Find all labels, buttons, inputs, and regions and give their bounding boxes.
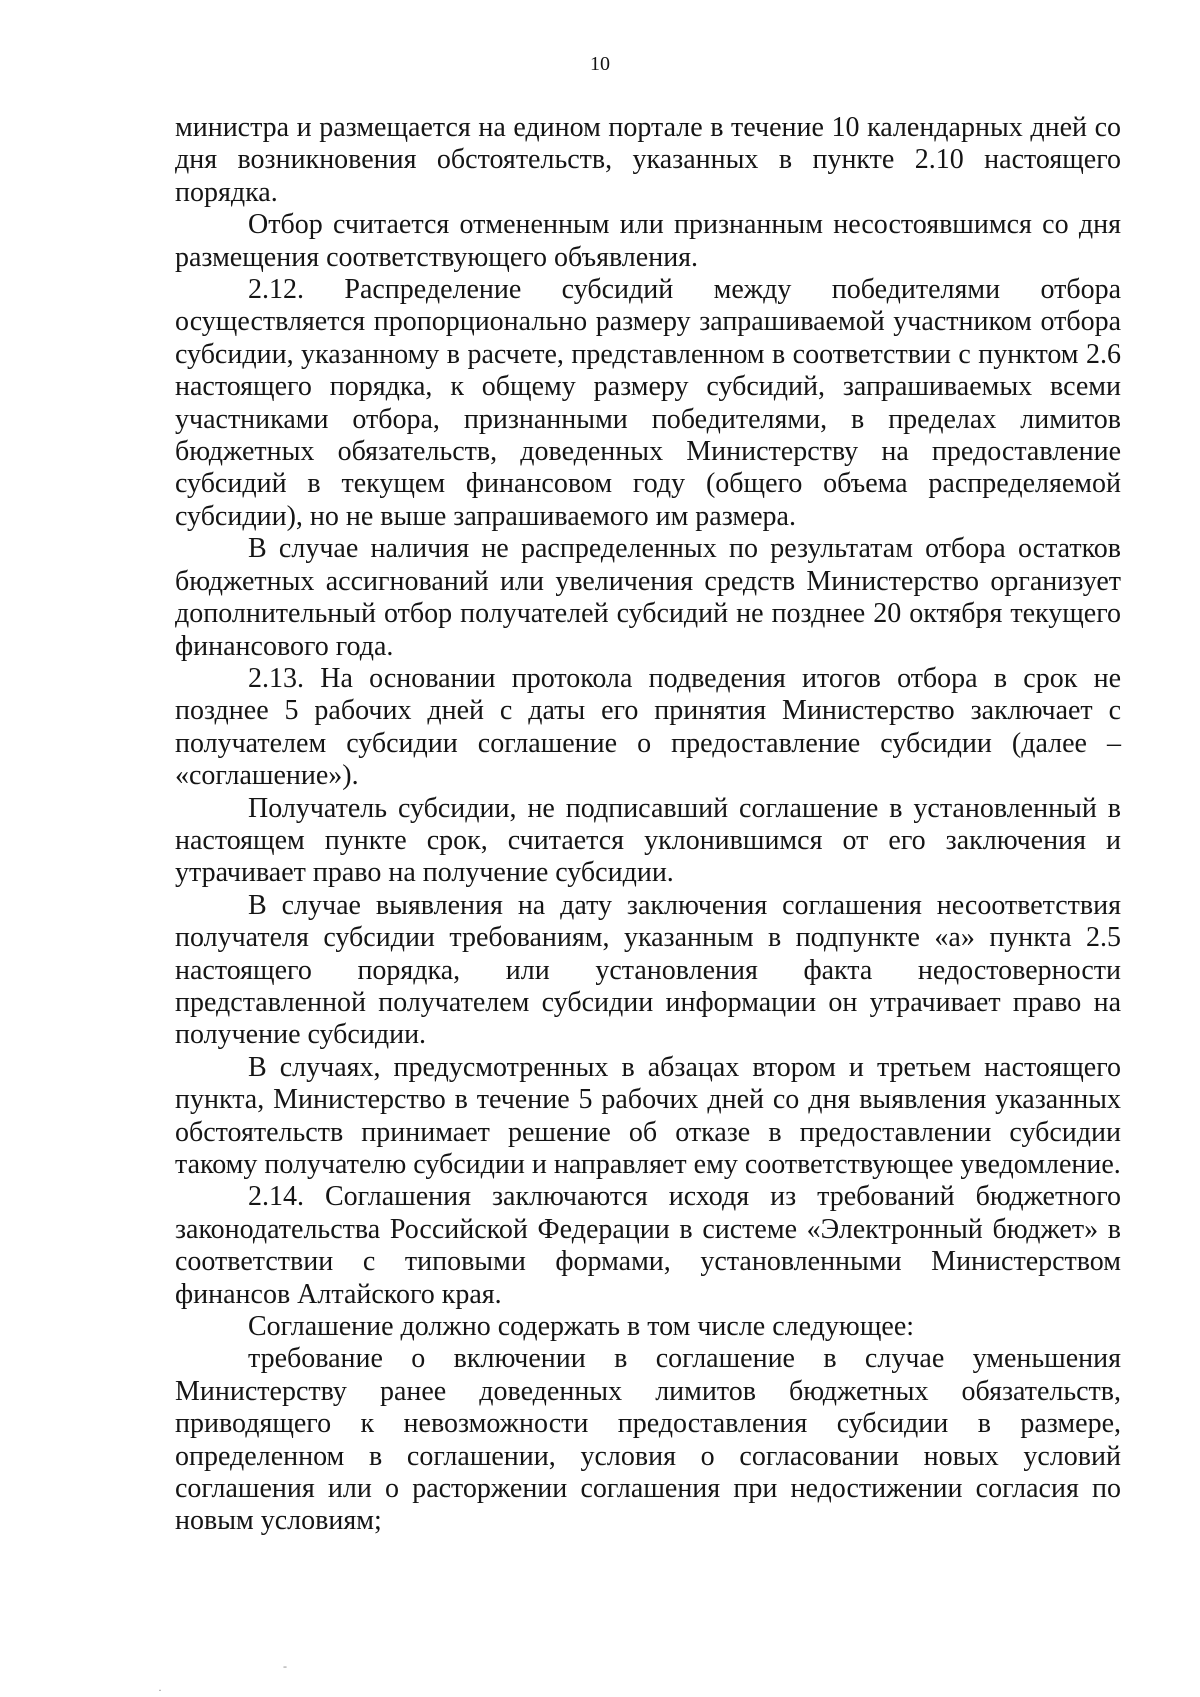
paragraph-limits-requirement: требование о включении в соглашение в случае уменьшения Министерству ранее доведенных лимитов бюджетных обязательств, приводящего к невозможности предоставления субсидии в размере, определенном в соглашении, условия о согласовании новых условий соглашения или о расторжении соглашения при недостижении согласия по новым условиям; [175, 1343, 1121, 1537]
paragraph-2-13: 2.13. На основании протокола подведения итогов отбора в срок не позднее 5 рабочих дней с даты его принятия Министерство заключает с получателем субсидии соглашение о предоставление субсидии (далее – «соглашение»). [175, 662, 1121, 792]
paragraph-agreement-contents: Соглашение должно содержать в том числе следующее: [248, 1311, 915, 1343]
paragraph-continuation: министра и размещается на едином портале в течение 10 календарных дней со дня возникновения обстоятельств, указанных в пункте 2.10 настоящего порядка. [175, 112, 1121, 208]
scan-artifact-mark: - [283, 1659, 287, 1673]
scan-artifact-mark: · [158, 1683, 162, 1697]
document-body [175, 112, 1121, 1538]
paragraph-additional-selection: В случае наличия не распределенных по результатам отбора остатков бюджетных ассигнований или увеличения средств Министерство организует дополнительный отбор получателей субсидий не позднее 20 октября текущего финансового года. [175, 533, 1121, 662]
paragraph-2-12: 2.12. Распределение субсидий между победителями отбора осуществляется пропорционально размеру запрашиваемой участником отбора субсидии, указанному в расчете, представленном в соответствии с пунктом 2.6 настоящего порядка, к общему размеру субсидий, запрашиваемых всеми участниками отбора, признанными победителями, в пределах лимитов бюджетных обязательств, доведенных Министерству на предоставление субсидий в текущем финансовом году (общего объема распределяемой субсидии), но не выше запрашиваемого им размера. [175, 274, 1121, 532]
paragraph-refusal-decision: В случаях, предусмотренных в абзацах втором и третьем настоящего пункта, Министерство в течение 5 рабочих дней со дня выявления указанных обстоятельств принимает решение об отказе в предоставлении субсидии такому получателю субсидии и направляет ему соответствующее уведомление. [175, 1051, 1121, 1180]
paragraph-nonconformity: В случае выявления на дату заключения соглашения несоответствия получателя субсидии требованиям, указанным в подпункте «а» пункта 2.5 настоящего порядка, или установления факта недостоверности представленной получателем субсидии информации он утрачивает право на получение субсидии. [175, 889, 1121, 1051]
paragraph-selection-cancelled: Отбор считается отмененным или признанным несостоявшимся со дня размещения соответствующего объявления. [175, 209, 1121, 273]
paragraph-recipient-not-signed: Получатель субсидии, не подписавший соглашение в установленный в настоящем пункте срок, считается уклонившимся от его заключения и утрачивает право на получение субсидии. [175, 792, 1121, 889]
page-number: 10 [590, 53, 610, 75]
paragraph-2-14: 2.14. Соглашения заключаются исходя из требований бюджетного законодательства Российской Федерации в системе «Электронный бюджет» в соответствии с типовыми формами, установленными Министерством финансов Алтайского края. [175, 1181, 1121, 1310]
